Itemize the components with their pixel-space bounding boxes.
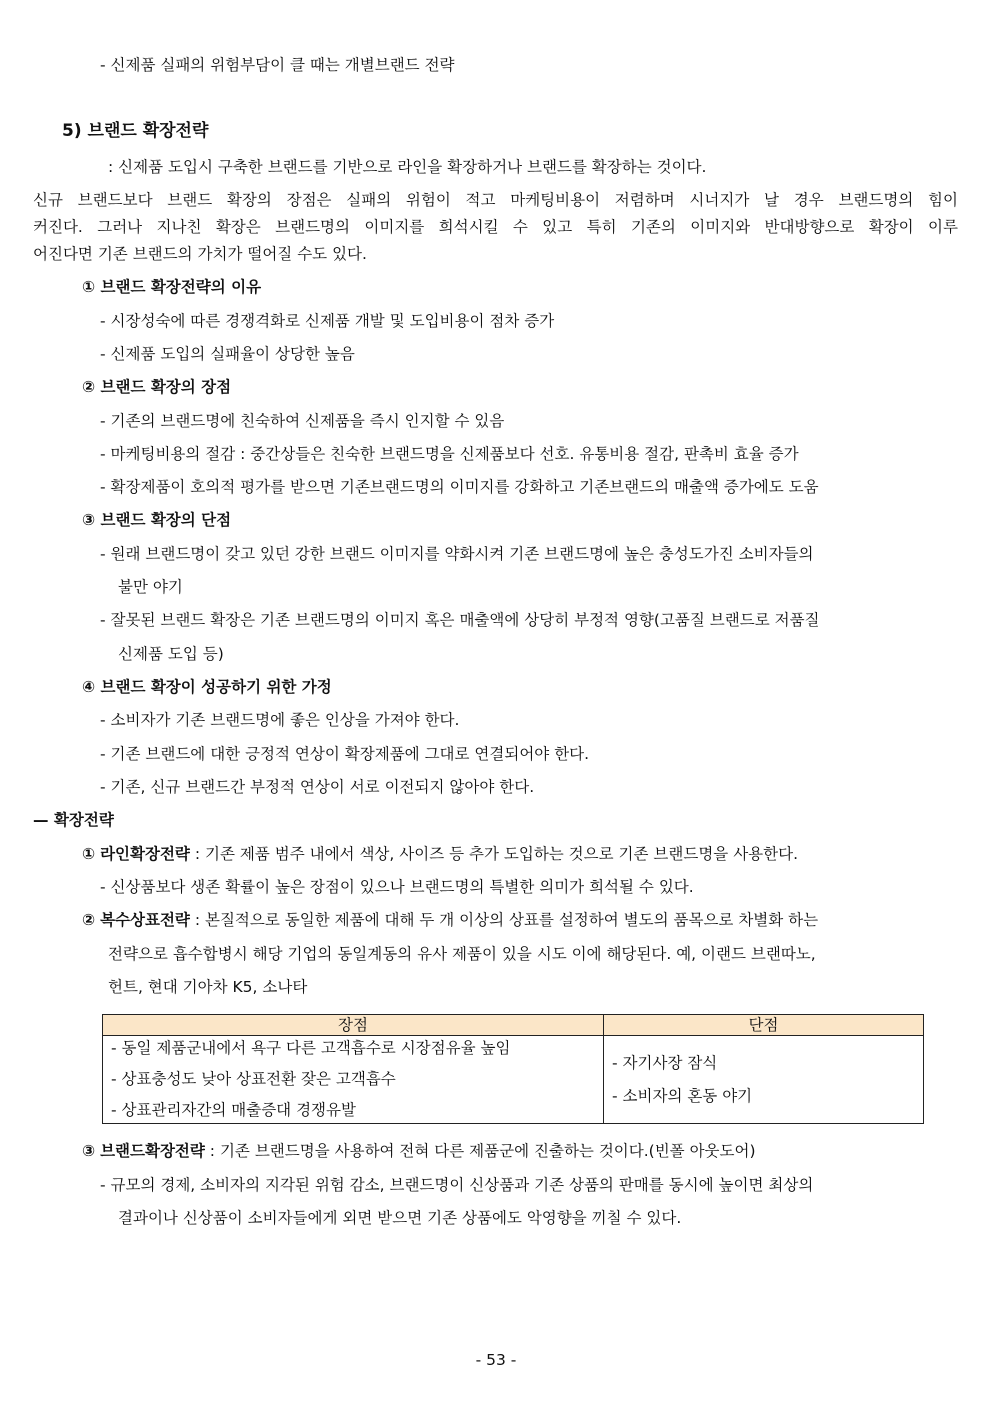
item-term: 브랜드확장전략 [100,1142,205,1160]
table-header: 장점 [103,1015,604,1036]
bullet-text: - 기존의 브랜드명에 친숙하여 신제품을 즉시 인지할 수 있음 [100,412,505,430]
pros-cons-table [102,1014,924,1124]
bullet-text-continued: 결과이나 신상품이 소비자들에게 외면 받으면 기존 상품에도 악영향을 끼칠 수 있다. [118,1209,682,1227]
bullet-text: - 확장제품이 호의적 평가를 받으면 기존브랜드명의 이미지를 강화하고 기존브랜드의 매출액 증가에도 도움 [100,478,819,496]
bullet-text: - 잘못된 브랜드 확장은 기존 브랜드명의 이미지 혹은 매출액에 상당히 부정적 영향(고품질 브랜드로 저품질 [100,611,820,629]
cons-cell [604,1036,924,1124]
item-description-continued: 헌트, 현대 기아차 K5, 소나타 [108,978,308,996]
bullet-text: - 신제품 실패의 위험부담이 클 때는 개별브랜드 전략 [100,56,455,74]
paragraph-line: 커진다. 그러나 지나친 확장은 브랜드명의 이미지를 희석시킬 수 있고 특히 기존의 이미지와 반대방향으로 확장이 이루 [33,218,958,236]
numbered-item [82,1141,756,1161]
paragraph-line: 신규 브랜드보다 브랜드 확장의 장점은 실패의 위험이 적고 마케팅비용이 저렴하며 시너지가 날 경우 브랜드명의 힘이 [33,191,958,209]
list-item: - 상표충성도 낮아 상표전환 잦은 고객흡수 [111,1069,396,1088]
bullet-text: - 소비자가 기존 브랜드명에 좋은 인상을 가져야 한다. [100,711,460,729]
item-number: ③ [82,1142,96,1160]
item-term: 복수상표전략 [100,911,190,929]
bullet-text: - 마케팅비용의 절감 : 중간상들은 친숙한 브랜드명을 신제품보다 선호. 유통비용 절감, 판촉비 효율 증가 [100,445,799,463]
bullet-text: - 기존 브랜드에 대한 긍정적 연상이 확장제품에 그대로 연결되어야 한다. [100,745,590,763]
subsection-title: ② 브랜드 확장의 장점 [82,378,232,396]
bullet-text: - 신상품보다 생존 확률이 높은 장점이 있으나 브랜드명의 특별한 의미가 희석될 수 있다. [100,878,694,896]
table-header: 단점 [604,1015,924,1036]
item-number: ② [82,911,96,929]
list-item: - 동일 제품군내에서 욕구 다른 고객흡수로 시장점유율 높임 [111,1038,511,1057]
bullet-text-continued: 신제품 도입 등) [118,645,224,663]
bullet-text-continued: 불만 야기 [118,578,183,596]
section-heading: 5) 브랜드 확장전략 [62,121,209,141]
numbered-item [82,910,818,930]
item-description: : 기존 브랜드명을 사용하여 전혀 다른 제품군에 진출하는 것이다.(빈폴 아웃도어) [204,1142,756,1160]
subsection-title: ③ 브랜드 확장의 단점 [82,511,232,529]
bullet-text: - 기존, 신규 브랜드간 부정적 연상이 서로 이전되지 않아야 한다. [100,778,535,796]
subsection-title: ④ 브랜드 확장이 성공하기 위한 가정 [82,678,332,696]
list-item: - 소비자의 혼동 야기 [612,1086,753,1105]
paragraph-line: 어진다면 기존 브랜드의 가치가 떨어질 수도 있다. [33,245,367,263]
numbered-item [82,844,798,864]
page-number: - 53 - [475,1351,517,1369]
item-term: 라인확장전략 [100,845,190,863]
subsection-title: ① 브랜드 확장전략의 이유 [82,278,262,296]
item-description-continued: 전략으로 흡수합병시 해당 기업의 동일계동의 유사 제품이 있을 시도 이에 해당된다. 예, 이랜드 브랜따노, [108,945,816,963]
bullet-text: - 규모의 경제, 소비자의 지각된 위험 감소, 브랜드명이 신상품과 기존 상품의 판매를 동시에 높이면 최상의 [100,1176,814,1194]
bullet-text: - 시장성숙에 따른 경쟁격화로 신제품 개발 및 도입비용이 점차 증가 [100,312,555,330]
section-definition: : 신제품 도입시 구축한 브랜드를 기반으로 라인을 확장하거나 브랜드를 확장하는 것이다. [108,158,707,176]
bullet-text: - 원래 브랜드명이 갖고 있던 강한 브랜드 이미지를 약화시켜 기존 브랜드명에 높은 충성도가진 소비자들의 [100,545,814,563]
expansion-heading: — 확장전략 [33,811,114,829]
list-item: - 상표관리자간의 매출증대 경쟁유발 [111,1100,356,1119]
item-description: : 기존 제품 범주 내에서 색상, 사이즈 등 추가 도입하는 것으로 기존 브랜드명을 사용한다. [189,845,799,863]
item-description: : 본질적으로 동일한 제품에 대해 두 개 이상의 상표를 설정하여 별도의 품목으로 차별화 하는 [189,911,819,929]
bullet-text: - 신제품 도입의 실패율이 상당한 높음 [100,345,355,363]
list-item: - 자기사장 잠식 [612,1053,718,1072]
pros-cell [103,1036,604,1124]
item-number: ① [82,845,96,863]
